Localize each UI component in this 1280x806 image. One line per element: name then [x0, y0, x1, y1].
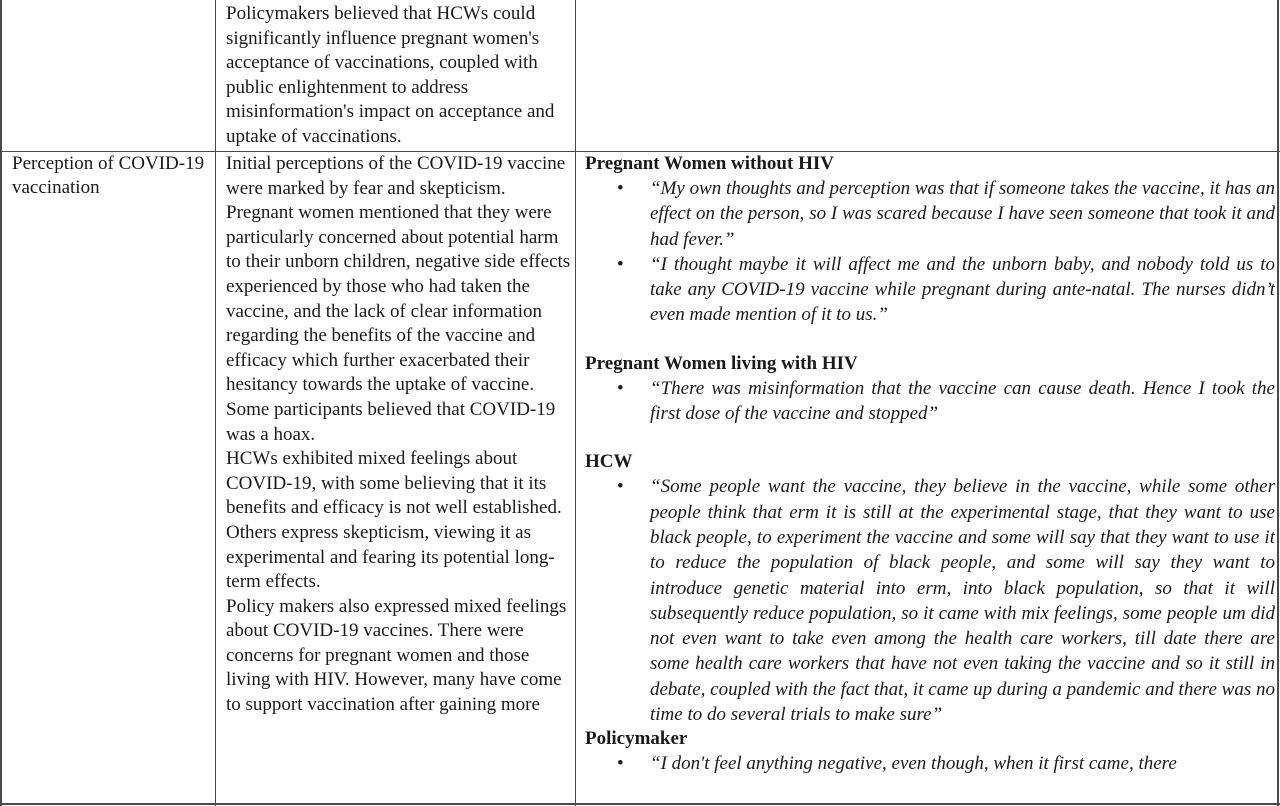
- table-border-left: [0, 0, 2, 806]
- quote-text: “My own thoughts and perception was that if someone takes the vaccine, it has an effect on the person, so I was scared because I have seen someone that took it and had fever.”: [650, 178, 1275, 250]
- bullet-icon: •: [617, 377, 624, 399]
- quote-text: “Some people want the vaccine, they believe in the vaccine, while some other people think that erm it is still at the experimental stage, that they want to use black people, to experiment the vaccine and some will say that they want to use it to reduce the population of black people, and some will say they want to introduce genetic material into erm, into black population, so that it will subsequently reduce population, so it came with mix feelings, some people um did not even want to take even among the health care workers, till date there are some health care workers that have not even taking the vaccine and so it still in debate, coupled with the fact that, it came up during a pandemic and there was no time to do several trials to make sure”: [650, 476, 1275, 726]
- findings-cell: [226, 152, 571, 802]
- top-row-findings-cell: [226, 2, 571, 150]
- bullet-icon: •: [617, 178, 624, 199]
- hcw-finding-text: HCWs exhibited mixed feelings about COVID-19, with some believing that it its benefits and efficacy is not well established. Others express skepticism, viewing it as experimental and fearing its potential long-term effects.: [226, 448, 562, 593]
- quote-item: [585, 474, 1275, 727]
- pregnant-women-finding-text: Initial perceptions of the COVID-19 vaccine were marked by fear and skepticism. Pregnant women mentioned that they were particularly concerned about potential harm to their unborn children, negative side effects experienced by those who had taken the vaccine, and the lack of clear information regarding the benefits of the vaccine and efficacy which further exacerbated their hesitancy towards the uptake of vaccine. Some participants believed that COVID-19 was a hoax.: [226, 153, 571, 445]
- group-heading-policymaker: Policymaker: [585, 728, 688, 750]
- column-divider-1: [215, 0, 216, 806]
- quote-text: “I thought maybe it will affect me and the unborn baby, and nobody told us to take any COVID-19 vaccine while pregnant during ante-natal. The nurses didn’t even made mention of it to us.”: [650, 253, 1275, 326]
- quotes-list-pregnant-women-living-with-hiv: [585, 376, 1275, 427]
- quote-text: “I don't feel anything negative, even though, when it first came, there: [650, 753, 1177, 775]
- theme-label: Perception of COVID-19 vaccination: [12, 153, 205, 198]
- bullet-icon: •: [617, 253, 624, 275]
- bullet-icon: •: [617, 476, 624, 498]
- bullet-icon: •: [617, 753, 624, 775]
- theme-cell: [12, 152, 212, 802]
- group-heading-pregnant-women-living-with-hiv: Pregnant Women living with HIV: [585, 352, 858, 374]
- quotes-list-pregnant-women-without-hiv: [585, 176, 1275, 328]
- quotes-list-policymaker: [585, 751, 1275, 776]
- quote-item: [585, 176, 1275, 252]
- group-heading-pregnant-women-without-hiv: Pregnant Women without HIV: [585, 153, 834, 174]
- quotes-cell: [585, 152, 1275, 802]
- quotes-list-hcw: [585, 474, 1275, 727]
- policy-makers-finding-text: Policy makers also expressed mixed feelings about COVID-19 vaccines. There were concerns for pregnant women and those living with HIV. However, many have come to support vaccination after gaining more: [226, 595, 567, 716]
- column-divider-2: [575, 0, 576, 806]
- quote-item: [585, 376, 1275, 427]
- quote-text: “There was misinformation that the vaccine can cause death. Hence I took the first dose of the vaccine and stopped”: [650, 377, 1275, 425]
- group-heading-hcw: HCW: [585, 451, 633, 473]
- quote-item: [585, 252, 1275, 328]
- table-border-right: [1277, 0, 1279, 806]
- quote-item: [585, 751, 1275, 776]
- policymakers-finding-text: Policymakers believed that HCWs could significantly influence pregnant women's acceptance of vaccinations, coupled with public enlightenment to address misinformation's impact on acceptance and uptake of vaccinations.: [226, 3, 555, 147]
- table-border-bottom: [0, 803, 1280, 805]
